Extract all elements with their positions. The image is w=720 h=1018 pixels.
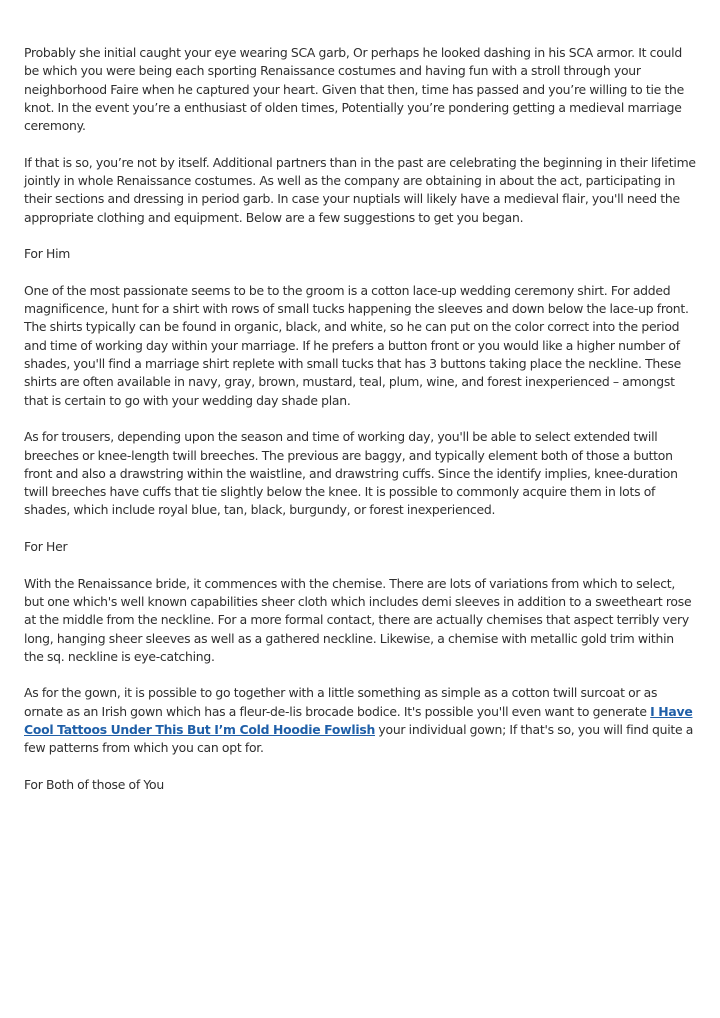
paragraph-shirt: One of the most passionate seems to be to the groom is a cotton lace-up wedding ceremony shirt. For added magnificence, hunt for a shirt with rows of small tucks happening the sleeves and down below the lace-up front. The shirts typically can be found in organic, black, and white, so he can put on the color correct into the period and time of working day within your marriage. If he prefers a button front or you would like a higher number of shades, you'll find a marriage shirt replete with small tucks that has 3 buttons taking place the neckline. These shirts are often available in navy, gray, brown, mustard, teal, plum, wine, and forest inexperienced – amongst that is certain to go with your wedding day shade plan. xyxy=(24,282,689,408)
paragraph-gown xyxy=(24,684,696,757)
paragraph-chemise: With the Renaissance bride, it commences with the chemise. There are lots of variations from which to select, but one which's well known capabilities sheer cloth which includes demi sleeves in addition to a sweetheart rose at the middle from the neckline. For a more formal contact, there are actually chemises that aspect terribly very long, hanging sheer sleeves as well as a gathered neckline. Likewise, a chemise with metallic gold trim within the sq. neckline is eye-catching. xyxy=(24,575,692,664)
paragraph-trousers: As for trousers, depending upon the season and time of working day, you'll be able to select extended twill breeches or knee-length twill breeches. The previous are baggy, and typically element both of those a button front and also a drawstring within the waistline, and drawstring cuffs. Since the identify implies, knee-duration twill breeches have cuffs that tie slightly below the knee. It is possible to commonly acquire them in lots of shades, which include royal blue, tan, black, burgundy, or forest inexperienced. xyxy=(24,429,678,518)
heading-for-him: For Him xyxy=(24,246,71,262)
gown-text-after: your individual gown; If that's so, you will find quite a few patterns from which you can opt for. xyxy=(24,721,694,756)
heading-for-her: For Her xyxy=(24,539,68,555)
hoodie-link[interactable]: I Have Cool Tattoos Under This But I’m Cold Hoodie Fowlish xyxy=(24,703,693,737)
paragraph-intro: Probably she initial caught your eye wearing SCA garb, Or perhaps he looked dashing in his SCA armor. It could be which you were being each sporting Renaissance costumes and having fun with a stroll through your neighborhood Faire when he captured your heart. Given that then, time has passed and you’re willing to tie the knot. In the event you’re a enthusiast of olden times, Potentially you’re pondering getting a medieval marriage ceremony. xyxy=(24,45,685,134)
paragraph-not-alone: If that is so, you’re not by itself. Additional partners than in the past are celebrating the beginning in their lifetime jointly in whole Renaissance costumes. As well as the company are obtaining in about the act, participating in their sections and dressing in period garb. In case your nuptials will likely have a medieval flair, you'll need the appropriate clothing and equipment. Below are a few suggestions to get you began. xyxy=(24,154,696,225)
gown-text-before: As for the gown, it is possible to go together with a little something as simple as a cotton twill surcoat or as ornate as an Irish gown which has a fleur-de-lis brocade bodice. It's possible you'll even want to generate xyxy=(24,685,658,719)
document-body xyxy=(24,44,696,812)
heading-for-both: For Both of those of You xyxy=(24,776,164,792)
